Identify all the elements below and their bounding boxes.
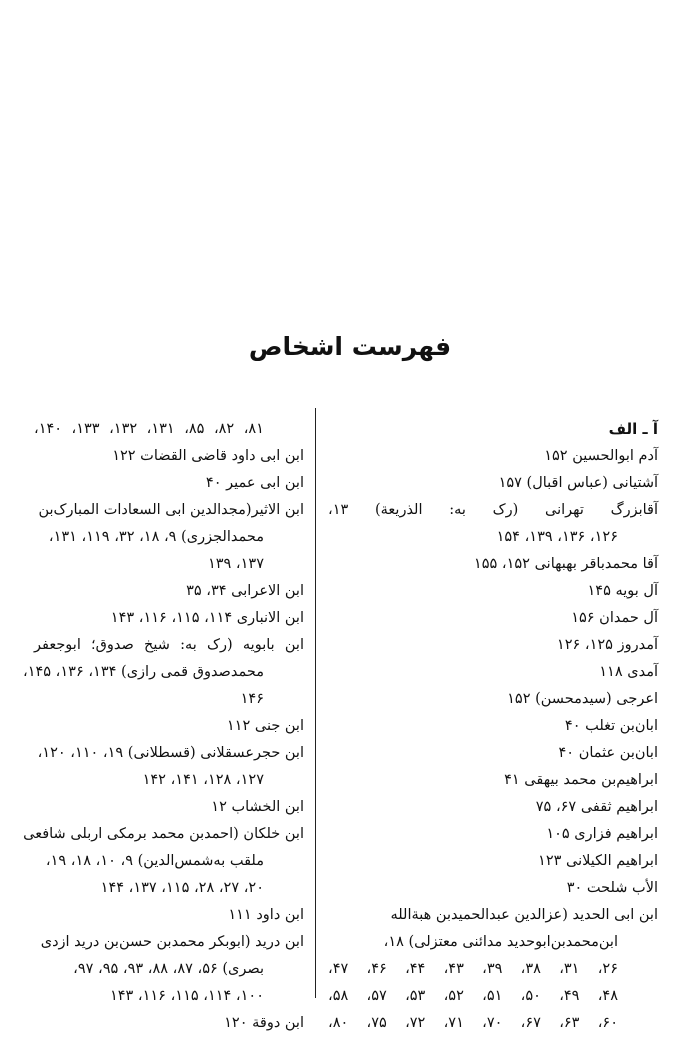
column-divider	[315, 408, 316, 998]
index-entry-line: ۱۲۶، ۱۳۶، ۱۳۹، ۱۵۴	[496, 529, 618, 545]
index-entry-line: ۱۴۶	[240, 691, 264, 707]
index-entry-line: ابن الاعرابی ۳۴، ۳۵	[186, 583, 304, 599]
index-entry-line: ۱۳۷، ۱۳۹	[207, 556, 264, 572]
index-entry-line: ابن حجرعسقلانی (قسطلانی) ۱۹، ۱۱۰، ۱۲۰،	[37, 745, 304, 761]
index-column-right	[328, 416, 658, 1037]
index-entry-line: ابن‌محمدبن‌ابوحدید مدائنی معتزلی) ۱۸،	[383, 934, 618, 950]
index-entry-line: ابراهیم ثقفی ۶۷، ۷۵	[535, 799, 658, 815]
index-entry-line: ابن بابویه (رک به: شیخ صدوق؛ ابوجعفر	[34, 637, 304, 653]
index-entry-line: ابن الاثیر(مجدالدین ابی السعادات المبارک‌بن	[38, 502, 304, 518]
index-entry-line: ۲۰، ۲۷، ۲۸، ۱۱۵، ۱۳۷، ۱۴۴	[100, 880, 264, 896]
index-entry-line: ابن ابی عمیر ۴۰	[205, 475, 304, 491]
index-entry-line: ابن درید (ابوبکر محمدبن حسن‌بن درید ازدی	[40, 934, 304, 950]
index-entry-line: ابن ابی الحدید (عزالدین عبدالحمیدبن هبةالله	[390, 907, 658, 923]
index-entry-line: ابن الخشاب ۱۲	[211, 799, 304, 815]
index-entry-line: ۶۰، ۶۳، ۶۷، ۷۰، ۷۱، ۷۲، ۷۵، ۸۰،	[328, 1015, 618, 1031]
index-entry-line: الأب شلحت ۳۰	[566, 880, 658, 896]
index-entry-line: اعرجی (سیدمحسن) ۱۵۲	[507, 691, 658, 707]
index-entry-line: آقابزرگ تهرانی (رک به: الذریعة) ۱۳،	[328, 502, 658, 518]
index-entry-line: ابن داود ۱۱۱	[228, 907, 304, 923]
index-entry-line: ۱۲۷، ۱۲۸، ۱۴۱، ۱۴۲	[142, 772, 264, 788]
index-entry-line: ابان‌بن عثمان ۴۰	[558, 745, 658, 761]
index-entry-line: ابن الانباری ۱۱۴، ۱۱۵، ۱۱۶، ۱۴۳	[110, 610, 304, 626]
index-entry-line: ابراهیم‌بن محمد بیهقی ۴۱	[504, 772, 658, 788]
section-heading-alef: آ ـ الف	[608, 420, 658, 438]
index-entry-line: آمدروز ۱۲۵، ۱۲۶	[556, 637, 658, 653]
index-entry-line: محمدالجزری) ۹، ۱۸، ۳۲، ۱۱۹، ۱۳۱،	[48, 529, 264, 545]
index-entry-line: بصری) ۵۶، ۸۷، ۸۸، ۹۳، ۹۵، ۹۷،	[73, 961, 264, 977]
index-entry-line: ابراهیم الکیلانی ۱۲۳	[538, 853, 658, 869]
index-entry-line: ابن جنی ۱۱۲	[226, 718, 304, 734]
index-column-left	[23, 416, 304, 1037]
index-entry-line: آقا محمدباقر بهبهانی ۱۵۲، ۱۵۵	[473, 556, 658, 572]
index-entry-line: آدم ابوالحسین ۱۵۲	[544, 448, 658, 464]
index-entry-line: ابن دوقة ۱۲۰	[224, 1015, 304, 1031]
index-entry-line: محمدصدوق قمی رازی) ۱۳۴، ۱۳۶، ۱۴۵،	[23, 664, 264, 680]
index-entry-line: آل بویه ۱۴۵	[587, 583, 658, 599]
page-title: فهرست اشخاص	[248, 332, 452, 361]
index-entry-line: ابان‌بن تغلب ۴۰	[564, 718, 658, 734]
index-entry-line: ملقب به‌شمس‌الدین) ۹، ۱۰، ۱۸، ۱۹،	[45, 853, 264, 869]
index-entry-line: آل حمدان ۱۵۶	[571, 610, 658, 626]
index-entry-line: ۴۸، ۴۹، ۵۰، ۵۱، ۵۲، ۵۳، ۵۷، ۵۸،	[328, 988, 618, 1004]
index-entry-line: ۱۰۰، ۱۱۴، ۱۱۵، ۱۱۶، ۱۴۳	[109, 988, 264, 1004]
index-entry-line: ابن خلکان (احمدبن محمد برمکی اربلی شافعی	[23, 826, 304, 842]
index-entry-line: ابراهیم فزاری ۱۰۵	[546, 826, 658, 842]
index-entry-line: آمدی ۱۱۸	[599, 664, 658, 680]
index-entry-line: ابن ابی داود قاضی القضات ۱۲۲	[112, 448, 304, 464]
index-entry-line: ۸۱، ۸۲، ۸۵، ۱۳۱، ۱۳۲، ۱۳۳، ۱۴۰،	[34, 421, 264, 437]
index-entry-line: آشتیانی (عباس اقبال) ۱۵۷	[498, 475, 658, 491]
index-entry-line: ۲۶، ۳۱، ۳۸، ۳۹، ۴۳، ۴۴، ۴۶، ۴۷،	[328, 961, 618, 977]
